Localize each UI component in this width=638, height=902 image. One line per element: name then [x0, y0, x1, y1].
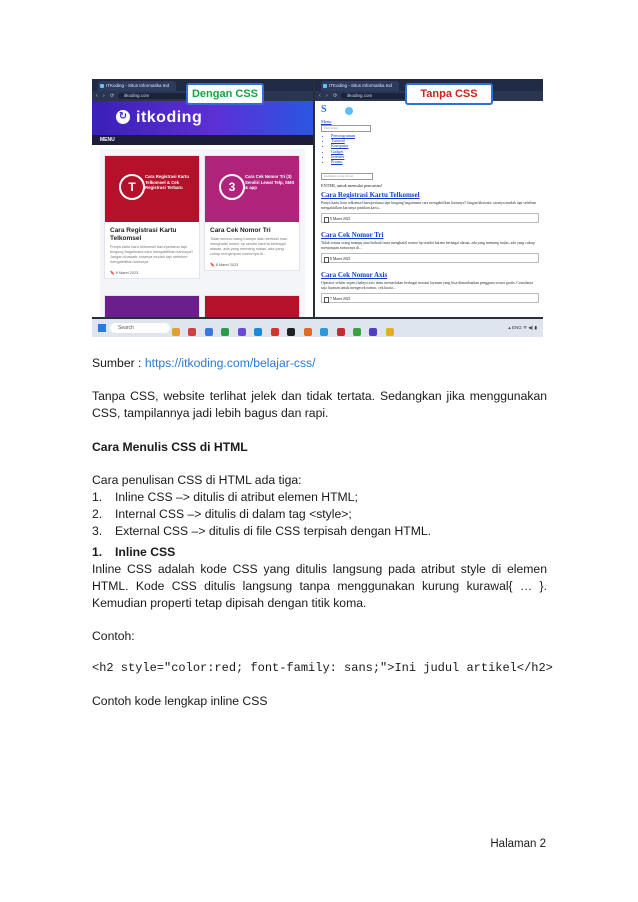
- site-header: [92, 101, 313, 135]
- tab-title: ITKoding - Situs Informatika Ind: [106, 83, 170, 88]
- browser-tab[interactable]: [321, 81, 399, 91]
- app-icon[interactable]: [188, 328, 196, 336]
- article-description: Punya kartu baru telkomsel baru/pertama tapi bingung bagaimana cara mengaktifkan kartunya? Jangan khawatir caranya mudah tapi sebelum mengaktifkan kartunya pastikan kartu...: [321, 201, 537, 210]
- app-icon[interactable]: [271, 328, 279, 336]
- intro-paragraph: Tanpa CSS, website terlihat jelek dan tidak tertata. Sedangkan jika menggunakan CSS, tampilannya jadi lebih bagus dan rapi.: [92, 389, 547, 420]
- article-entry: [321, 271, 539, 303]
- comparison-screenshot: [92, 79, 543, 337]
- full-example-label: Contoh kode lengkap inline CSS: [92, 694, 268, 708]
- article-date: 7 Maret 2023: [321, 293, 539, 303]
- menu-item[interactable]: • Gadget: [331, 149, 355, 154]
- browser-tab[interactable]: [98, 81, 176, 91]
- menu-item[interactable]: • Internet: [331, 154, 355, 159]
- source-label: Sumber :: [92, 356, 145, 370]
- card-date: 🔖 8 Maret 2023: [210, 263, 239, 267]
- subsection-title: Inline CSS: [115, 545, 176, 559]
- tab-title: ITKoding - Situs Informatika Ind: [329, 83, 393, 88]
- list-intro: Cara penulisan CSS di HTML ada tiga:: [92, 473, 302, 487]
- with-css-badge: Dengan CSS: [186, 83, 264, 105]
- site-favicon-icon: [100, 84, 104, 88]
- list-text: Inline CSS –> ditulis di atribut elemen HTML;: [115, 490, 358, 504]
- app-icon[interactable]: [287, 328, 295, 336]
- list-item: [92, 523, 547, 540]
- url-field[interactable]: itkoding.com: [341, 93, 477, 99]
- card-title[interactable]: Cara Cek Nomor Tri: [210, 227, 271, 234]
- nav-arrows-icon[interactable]: ‹ › ⟳: [319, 93, 340, 99]
- card-description: Punya kartu baru telkomsel baru/pertama tapi bingung bagaimana cara mengaktifkan kartunya? Jangan khawatir caranya mudah tapi sebelum mengaktifkan kartunya: [110, 245, 194, 264]
- article-card[interactable]: [104, 155, 200, 279]
- menu-item[interactable]: • Pemrograman: [331, 133, 355, 138]
- list-number: 3.: [92, 524, 103, 538]
- card-date: 🔖 9 Maret 2023: [110, 271, 139, 275]
- site-logo[interactable]: itkoding: [136, 109, 203, 126]
- article-title[interactable]: Cara Cek Nomor Tri: [321, 231, 384, 239]
- menu-link[interactable]: Menu: [321, 119, 332, 124]
- nav-arrows-icon[interactable]: ‹ › ⟳: [96, 93, 117, 99]
- example-label: Contoh:: [92, 629, 135, 643]
- app-icon[interactable]: [172, 328, 180, 336]
- page-footer: Halaman 2: [490, 838, 546, 850]
- app-icon[interactable]: [254, 328, 262, 336]
- article-entry: [321, 231, 539, 263]
- list-number: 2.: [92, 507, 103, 521]
- list-item: [92, 506, 547, 523]
- article-title[interactable]: Cara Cek Nomor Axis: [321, 271, 388, 279]
- logo-s-icon: S: [321, 104, 327, 115]
- windows-start-icon[interactable]: [98, 324, 106, 332]
- article-description: Tidak semua orang mampu atau berhasil mau menghafal nomor hp sendiri karena berbagai alasan, ada yang memang malas, ada yang cukup menyimpan nomornya di...: [321, 241, 535, 250]
- article-card-partial[interactable]: [204, 295, 300, 317]
- app-icon[interactable]: [369, 328, 377, 336]
- system-tray[interactable]: ▴ ENG ᯤ ◀) ▮: [508, 325, 537, 330]
- browser-window-with-css: [92, 79, 313, 317]
- os-taskbar: [92, 319, 543, 337]
- inline-css-paragraph: Inline CSS adalah kode CSS yang ditulis langsung pada atribut style di elemen HTML. Kode CSS ditulis langsung tanpa menggunakan kurung kurawal{ … }. Kemudian properti tetap dipisah dengan titik koma.: [92, 562, 547, 610]
- taskbar-search[interactable]: Search: [110, 323, 170, 333]
- section-heading: Cara Menulis CSS di HTML: [92, 440, 248, 454]
- thumbnail-text: Cara Registrasi Kartu Telkomsel & Cek Registrasi Terbaru: [145, 174, 189, 190]
- app-icon[interactable]: [353, 328, 361, 336]
- card-thumbnail: [105, 156, 199, 222]
- article-entry: [321, 191, 539, 223]
- site-favicon-icon: [323, 84, 327, 88]
- subsection-number: 1.: [92, 545, 103, 559]
- methods-list: [92, 489, 547, 540]
- app-icon[interactable]: [386, 328, 394, 336]
- article-card-partial[interactable]: [104, 295, 200, 317]
- menu-list: [323, 133, 355, 164]
- menu-item[interactable]: • Tutorial: [331, 138, 355, 143]
- url-field[interactable]: itkoding.com: [118, 93, 254, 99]
- thumbnail-text: Cara Cek Nomor Tri (3) Sendiri Lewat Telp, SMS & app: [245, 174, 295, 190]
- menu-bar[interactable]: MENU: [92, 135, 313, 145]
- article-cards: [100, 149, 305, 317]
- app-icon[interactable]: [320, 328, 328, 336]
- app-icon[interactable]: [304, 328, 312, 336]
- article-card[interactable]: [204, 155, 300, 271]
- article-date: 8 Maret 2023: [321, 253, 539, 263]
- tri-logo-icon: 3: [219, 174, 245, 200]
- article-date: 9 Maret 2023: [321, 213, 539, 223]
- app-icon[interactable]: [238, 328, 246, 336]
- search-input[interactable]: Pencarian: [321, 125, 371, 132]
- menu-item[interactable]: • Komputer: [331, 143, 355, 148]
- list-text: External CSS –> ditulis di file CSS terpisah dengan HTML.: [115, 524, 432, 538]
- list-item: [92, 489, 547, 506]
- card-title[interactable]: Cara Registrasi Kartu Telkomsel: [110, 227, 177, 242]
- article-title[interactable]: Cara Registrasi Kartu Telkomsel: [321, 191, 420, 199]
- app-icon[interactable]: [221, 328, 229, 336]
- source-line: [92, 355, 547, 372]
- telkomsel-logo-icon: T: [119, 174, 145, 200]
- list-text: Internal CSS –> ditulis di dalam tag <style>;: [115, 507, 352, 521]
- card-description: Tidak semua orang mampu atau berhasil mau menghafal nomor hp sendiri karena berbagai alasan, ada yang memang malas, ada yang cukup menyimpan nomornya di...: [210, 237, 288, 256]
- card-thumbnail: [205, 156, 299, 222]
- article-description: Operator seluler seperti halnya axis tentu memerlukan berbagai macam layanan yang bisa dimanfaatkan pengguna secara gratis. Contohnya saja layanan untuk mengecek nomor, cek kuota...: [321, 281, 534, 290]
- unstyled-page: [315, 101, 543, 317]
- without-css-badge: Tanpa CSS: [405, 83, 493, 105]
- app-icon[interactable]: [205, 328, 213, 336]
- taskbar-apps: [172, 323, 398, 333]
- code-example: <h2 style="color:red; font-family: sans;">Ini judul artikel</h2>: [92, 661, 553, 675]
- search-hint: ENTER, untuk memulai pencarian!: [321, 183, 383, 188]
- subsection-heading: [92, 544, 547, 561]
- logo-circle-icon: [345, 107, 353, 115]
- browser-window-without-css: [315, 79, 543, 317]
- list-number: 1.: [92, 490, 103, 504]
- menu-item[interactable]: • Promo: [331, 159, 355, 164]
- source-link[interactable]: https://itkoding.com/belajar-css/: [144, 356, 316, 370]
- search-input-secondary[interactable]: Ketikkan yang dicari: [321, 173, 373, 180]
- app-icon[interactable]: [337, 328, 345, 336]
- itkoding-logo-icon: ↻: [116, 110, 130, 124]
